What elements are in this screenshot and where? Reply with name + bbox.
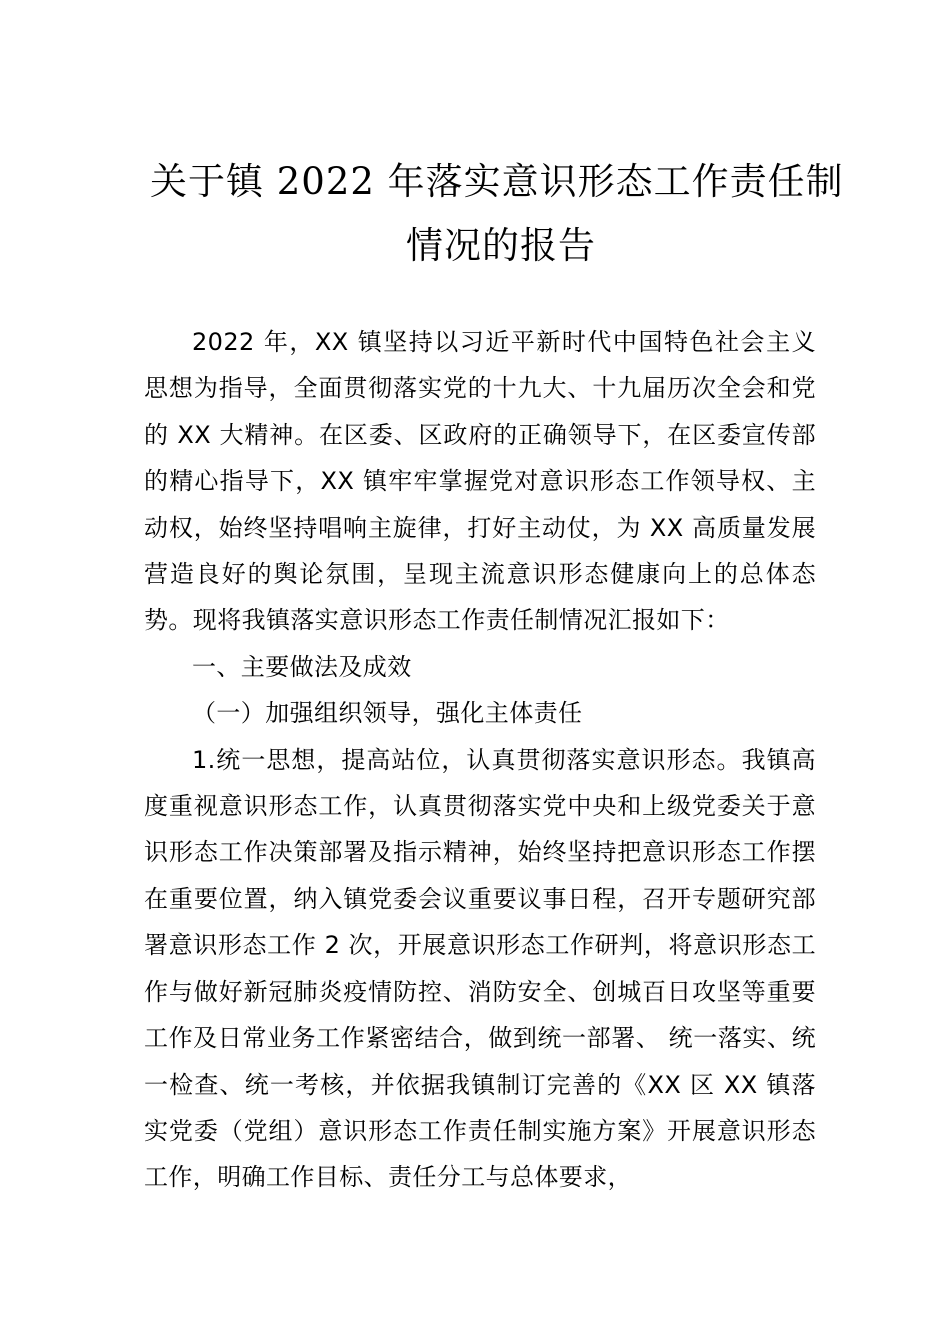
body-paragraph: 1.统一思想，提高站位，认真贯彻落实意识形态。我镇高度重视意识形态工作，认真贯彻落实党中央和上级党委关于意识形态工作决策部署及指示精神，始终坚持把意识形态工作摆在重要位置，纳入镇党委会议重要议事日程，召开专题研究部署意识形态工作 2 次，开展意识形态工作研判，将意识形态工作与做好新冠肺炎疫情防控、消防安全、创城百日攻坚等重要工作及日常业务工作紧密结合，做到统一部署、 统一落实、统一检查、统一考核，并依据我镇制订完善的《XX 区 XX 镇落实党委（党组）意识形态工作责任制实施方案》开展意识形态工作，明确工作目标、责任分工与总体要求， — [144, 745, 816, 1192]
section-heading: 一、主要做法及成效 — [192, 652, 412, 681]
intro-paragraph: 2022 年，XX 镇坚持以习近平新时代中国特色社会主义思想为指导，全面贯彻落实党的十九大、十九届历次全会和党的 XX 大精神。在区委、区政府的正确领导下，在区委宣传部的精心指导下，XX 镇牢牢掌握党对意识形态工作领导权、主动权，始终坚持唱响主旋律，打好主动仗，为 XX 高质量发展营造良好的舆论氛围，呈现主流意识形态健康向上的总体态势。现将我镇落实意识形态工作责任制情况汇报如下： — [144, 328, 816, 635]
subsection-heading: （一）加强组织领导，强化主体责任 — [192, 699, 583, 728]
document-title-line-2: 情况的报告 — [406, 224, 596, 267]
document-body — [144, 319, 816, 1201]
document-title-line-1: 关于镇 2022 年落实意识形态工作责任制 — [150, 160, 844, 203]
